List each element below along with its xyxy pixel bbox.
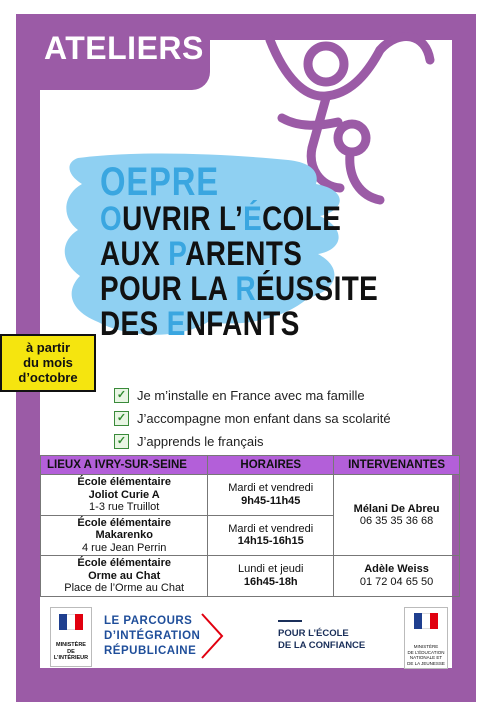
- chevron-right-icon: [198, 610, 228, 662]
- hours-cell: Lundi et jeudi 16h45-18h: [208, 556, 334, 597]
- checkbox-icon: ✓: [114, 434, 129, 449]
- title-line-3: POUR LA RÉUSSITE: [100, 270, 379, 308]
- ministere-education-logo: MINISTÈRE DE L’ÉDUCATION NATIONALE ET DE LA JEUNESSE: [404, 607, 448, 669]
- checklist: [114, 384, 391, 453]
- table-row: [41, 556, 460, 597]
- hours-cell: Mardi et vendredi 14h15-16h15: [208, 515, 334, 556]
- place-cell: École élémentaire Joliot Curie A 1-3 rue Truillot: [41, 475, 208, 516]
- footer: [40, 604, 452, 668]
- ateliers-heading: ATELIERS: [44, 30, 204, 66]
- table-header-row: [41, 456, 460, 475]
- divider: [278, 620, 302, 622]
- check-item: ✓ Je m’installe en France avec ma famille: [114, 384, 391, 406]
- french-flag-icon: [414, 613, 438, 629]
- place-cell: École élémentaire Makarenko 4 rue Jean Perrin: [41, 515, 208, 556]
- title-block: [100, 162, 439, 342]
- schedule-table: [40, 455, 460, 597]
- header-intervenantes: INTERVENANTES: [334, 456, 460, 475]
- intervenant-cell: Mélani De Abreu 06 35 35 36 68: [334, 475, 460, 556]
- check-item: ✓ J’apprends le français: [114, 430, 391, 452]
- title-acronym: OEPRE: [100, 160, 219, 204]
- checkbox-icon: ✓: [114, 388, 129, 403]
- french-flag-icon: [59, 614, 83, 630]
- title-line-4: DES ENFANTS: [100, 305, 300, 343]
- checkbox-icon: ✓: [114, 411, 129, 426]
- table-row: [41, 475, 460, 516]
- title-line-1: OUVRIR L’ÉCOLE: [100, 200, 342, 238]
- place-cell: École élémentaire Orme au Chat Place de l’Orme au Chat: [41, 556, 208, 597]
- start-date-badge: à partir du mois d’octobre: [0, 334, 96, 392]
- title-line-2: AUX PARENTS: [100, 235, 303, 273]
- ecole-confiance-logo: POUR L’ÉCOLE DE LA CONFIANCE: [278, 628, 366, 651]
- header-horaires: HORAIRES: [208, 456, 334, 475]
- intervenant-cell: Adèle Weiss 01 72 04 65 50: [334, 556, 460, 597]
- parcours-logo: LE PARCOURS D’INTÉGRATION RÉPUBLICAINE: [104, 615, 201, 657]
- check-item: ✓ J’accompagne mon enfant dans sa scolarité: [114, 407, 391, 429]
- ministere-interieur-logo: MINISTÈRE DE L’INTÉRIEUR: [50, 607, 92, 667]
- header-lieux: LIEUX A IVRY-SUR-SEINE: [41, 456, 208, 475]
- hours-cell: Mardi et vendredi 9h45-11h45: [208, 475, 334, 516]
